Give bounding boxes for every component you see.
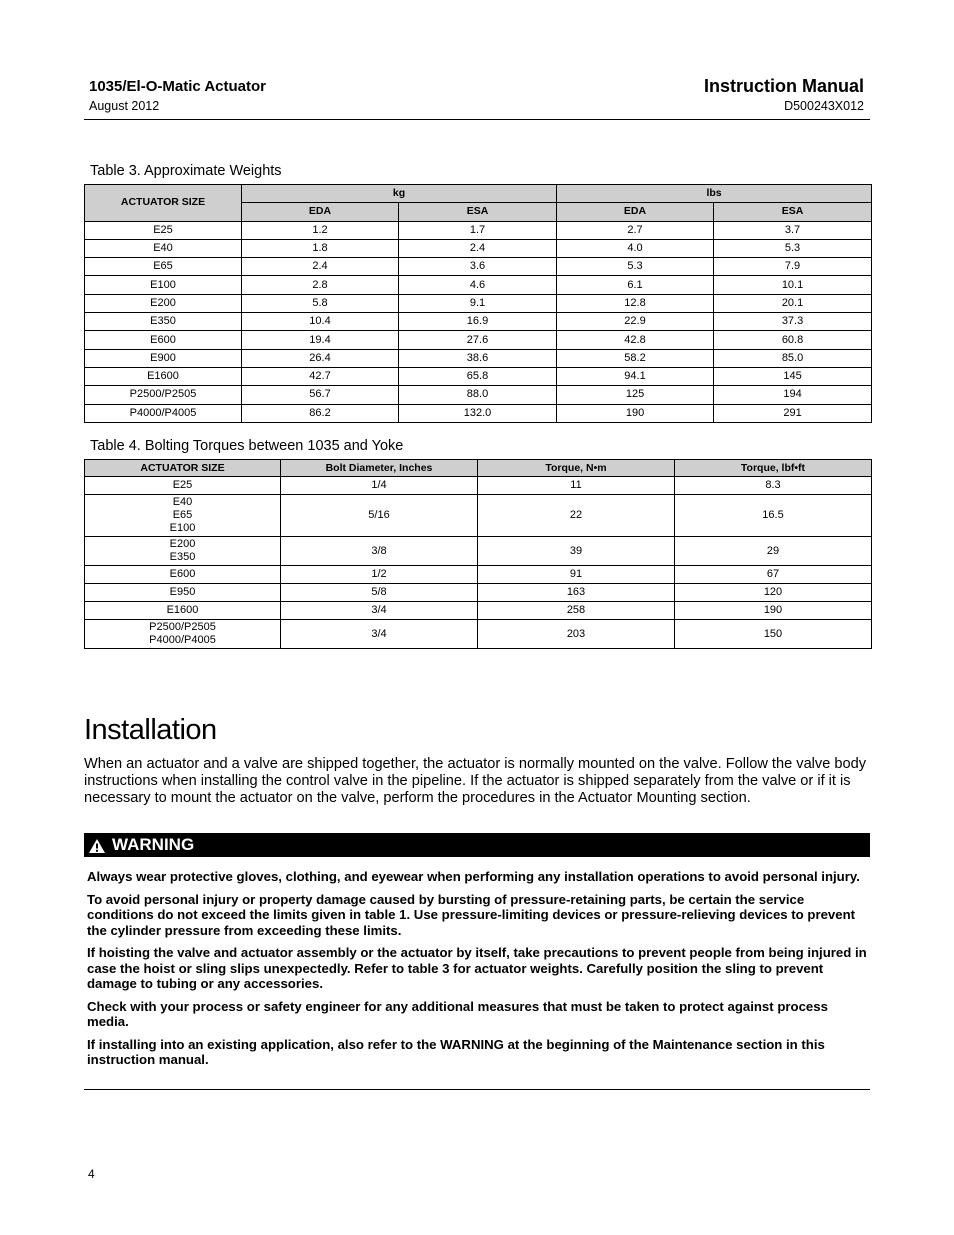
actuator-size-cell: E65 <box>85 258 242 276</box>
bolting-torques-table <box>84 459 872 649</box>
weight-cell: 42.8 <box>557 331 714 349</box>
actuator-size-cell <box>85 537 281 566</box>
weight-cell: 58.2 <box>557 349 714 367</box>
weight-cell: 145 <box>714 367 872 385</box>
weight-cell: 10.1 <box>714 276 872 294</box>
table-row <box>85 258 872 276</box>
table3-caption: Table 3. Approximate Weights <box>90 163 282 179</box>
actuator-size-label: E40 <box>172 496 193 508</box>
weight-cell: 3.7 <box>714 221 872 239</box>
weight-cell: 85.0 <box>714 349 872 367</box>
weight-cell: 4.6 <box>399 276 557 294</box>
warning-divider <box>84 1089 870 1090</box>
weight-cell: 2.4 <box>399 239 557 257</box>
warning-paragraph: If installing into an existing application, also refer to the WARNING at the beginning of the Maintenance section in this instruction manual. <box>87 1036 825 1067</box>
torque-lbfft-cell: 8.3 <box>675 477 872 495</box>
bolt-diameter-cell: 3/4 <box>281 620 478 649</box>
weight-cell: 194 <box>714 386 872 404</box>
actuator-size-cell: E200 <box>85 294 242 312</box>
header-torque-nm: Torque, N•m <box>478 460 675 477</box>
warning-paragraph: Always wear protective gloves, clothing, and eyewear when performing any installation operations to avoid personal injury. <box>87 869 860 884</box>
torque-nm-cell: 39 <box>478 537 675 566</box>
torque-lbfft-cell: 150 <box>675 620 872 649</box>
actuator-size-cell: E100 <box>85 276 242 294</box>
weight-cell: 4.0 <box>557 239 714 257</box>
table-row <box>85 294 872 312</box>
header-actuator-size: ACTUATOR SIZE <box>85 460 281 477</box>
torque-nm-cell: 163 <box>478 584 675 602</box>
torque-lbfft-cell: 29 <box>675 537 872 566</box>
actuator-size-cell: E40 <box>85 239 242 257</box>
document-number: D500243X012 <box>784 99 864 113</box>
weight-cell: 10.4 <box>242 313 399 331</box>
torque-lbfft-cell: 190 <box>675 602 872 620</box>
actuator-size-cell <box>85 566 281 584</box>
weight-cell: 27.6 <box>399 331 557 349</box>
actuator-size-cell: E900 <box>85 349 242 367</box>
intro-paragraph: When an actuator and a valve are shipped together, the actuator is normally mounted on the valve. Follow the valve body instructions when installing the control valve in the pipeline. If the actuator is shipped separately from the valve or if it is necessary to mount the actuator on the valve, perform the procedures in the Actuator Mounting section. <box>84 756 867 806</box>
actuator-size-label: E100 <box>169 522 196 534</box>
warning-text <box>87 869 867 1075</box>
manual-title: Instruction Manual <box>703 76 864 96</box>
weight-cell: 7.9 <box>714 258 872 276</box>
actuator-size-label: E200 <box>169 538 196 550</box>
warning-paragraph: To avoid personal injury or property damage caused by bursting of pressure-retaining parts, be certain the service conditions do not exceed the limits given in table 1. Use pressure-limiting devices or pressure-relieving devices to prevent the cylinder pressure from exceeding these limits. <box>87 891 856 938</box>
actuator-size-label: E950 <box>169 586 196 598</box>
weights-table <box>84 184 872 423</box>
torque-nm-cell: 11 <box>478 477 675 495</box>
torque-lbfft-cell: 16.5 <box>675 495 872 537</box>
bolt-diameter-cell: 3/4 <box>281 602 478 620</box>
weight-cell: 16.9 <box>399 313 557 331</box>
actuator-size-label: E350 <box>169 551 196 563</box>
table-row <box>85 239 872 257</box>
actuator-size-cell <box>85 620 281 649</box>
actuator-size-cell: P4000/P4005 <box>85 404 242 422</box>
torque-lbfft-cell: 67 <box>675 566 872 584</box>
weight-cell: 42.7 <box>242 367 399 385</box>
actuator-size-cell <box>85 495 281 537</box>
publication-date: August 2012 <box>89 99 160 113</box>
weight-cell: 60.8 <box>714 331 872 349</box>
header-lbs-eda: EDA <box>557 203 714 221</box>
torque-nm-cell: 203 <box>478 620 675 649</box>
torque-nm-cell: 22 <box>478 495 675 537</box>
actuator-size-label: E65 <box>172 509 193 521</box>
table-row <box>85 221 872 239</box>
weight-cell: 26.4 <box>242 349 399 367</box>
table-row <box>85 495 872 537</box>
torque-lbfft-cell: 120 <box>675 584 872 602</box>
actuator-size-cell <box>85 584 281 602</box>
warning-paragraph: If hoisting the valve and actuator assembly or the actuator by itself, take precautions to prevent people from being injured in case the hoist or sling slips unexpectedly. Refer to table 3 for actuator weights. Carefully position the sling to prevent damage to tubing or any accessories. <box>87 945 867 991</box>
weight-cell: 56.7 <box>242 386 399 404</box>
table-row <box>85 566 872 584</box>
weight-cell: 2.8 <box>242 276 399 294</box>
header-kg-esa: ESA <box>399 203 557 221</box>
weight-cell: 2.7 <box>557 221 714 239</box>
actuator-size-label: E600 <box>169 568 196 580</box>
actuator-size-label: E25 <box>172 479 193 491</box>
header-divider <box>84 119 870 120</box>
bolt-diameter-cell: 5/16 <box>281 495 478 537</box>
warning-triangle-icon <box>88 838 106 859</box>
weight-cell: 38.6 <box>399 349 557 367</box>
actuator-size-cell <box>85 602 281 620</box>
header-torque-lbfft: Torque, lbf•ft <box>675 460 872 477</box>
weight-cell: 3.6 <box>399 258 557 276</box>
actuator-size-cell: E350 <box>85 313 242 331</box>
table-row <box>85 537 872 566</box>
table-row <box>85 602 872 620</box>
header-lbs-esa: ESA <box>714 203 872 221</box>
table-row <box>85 331 872 349</box>
table4-caption: Table 4. Bolting Torques between 1035 and Yoke <box>90 438 404 454</box>
weight-cell: 1.8 <box>242 239 399 257</box>
weight-cell: 5.3 <box>557 258 714 276</box>
table-row <box>85 386 872 404</box>
table-row <box>85 404 872 422</box>
table-row <box>85 584 872 602</box>
header-kg: kg <box>242 185 557 203</box>
section-title: Installation <box>84 714 217 746</box>
product-title: 1035/El-O-Matic Actuator <box>89 78 266 95</box>
weight-cell: 2.4 <box>242 258 399 276</box>
actuator-size-cell: P2500/P2505 <box>85 386 242 404</box>
weight-cell: 6.1 <box>557 276 714 294</box>
weight-cell: 1.2 <box>242 221 399 239</box>
page-number: 4 <box>88 1167 95 1181</box>
actuator-size-cell <box>85 477 281 495</box>
bolt-diameter-cell: 5/8 <box>281 584 478 602</box>
table-row <box>85 477 872 495</box>
table-row <box>85 367 872 385</box>
header-kg-eda: EDA <box>242 203 399 221</box>
table-row <box>85 349 872 367</box>
table-row <box>85 313 872 331</box>
weight-cell: 86.2 <box>242 404 399 422</box>
table-row <box>85 276 872 294</box>
weight-cell: 94.1 <box>557 367 714 385</box>
torque-nm-cell: 91 <box>478 566 675 584</box>
weight-cell: 132.0 <box>399 404 557 422</box>
actuator-size-label: E1600 <box>166 604 199 616</box>
actuator-size-label: P4000/P4005 <box>149 634 216 646</box>
header-actuator-size: ACTUATOR SIZE <box>85 185 242 222</box>
weight-cell: 12.8 <box>557 294 714 312</box>
header-lbs: lbs <box>557 185 872 203</box>
weight-cell: 5.3 <box>714 239 872 257</box>
warning-label: WARNING <box>112 835 195 854</box>
warning-banner <box>84 833 870 857</box>
bolt-diameter-cell: 1/2 <box>281 566 478 584</box>
warning-paragraph: Check with your process or safety engineer for any additional measures that must be taken to protect against process media. <box>87 998 828 1029</box>
weight-cell: 88.0 <box>399 386 557 404</box>
actuator-size-cell: E1600 <box>85 367 242 385</box>
bolt-diameter-cell: 3/8 <box>281 537 478 566</box>
actuator-size-label: P2500/P2505 <box>149 621 216 633</box>
weight-cell: 1.7 <box>399 221 557 239</box>
weight-cell: 22.9 <box>557 313 714 331</box>
weight-cell: 291 <box>714 404 872 422</box>
weight-cell: 190 <box>557 404 714 422</box>
weight-cell: 125 <box>557 386 714 404</box>
weight-cell: 5.8 <box>242 294 399 312</box>
bolt-diameter-cell: 1/4 <box>281 477 478 495</box>
table-row <box>85 620 872 649</box>
actuator-size-cell: E25 <box>85 221 242 239</box>
weight-cell: 20.1 <box>714 294 872 312</box>
actuator-size-cell: E600 <box>85 331 242 349</box>
weight-cell: 37.3 <box>714 313 872 331</box>
weight-cell: 9.1 <box>399 294 557 312</box>
weight-cell: 65.8 <box>399 367 557 385</box>
header-bolt-diameter: Bolt Diameter, Inches <box>281 460 478 477</box>
torque-nm-cell: 258 <box>478 602 675 620</box>
weight-cell: 19.4 <box>242 331 399 349</box>
